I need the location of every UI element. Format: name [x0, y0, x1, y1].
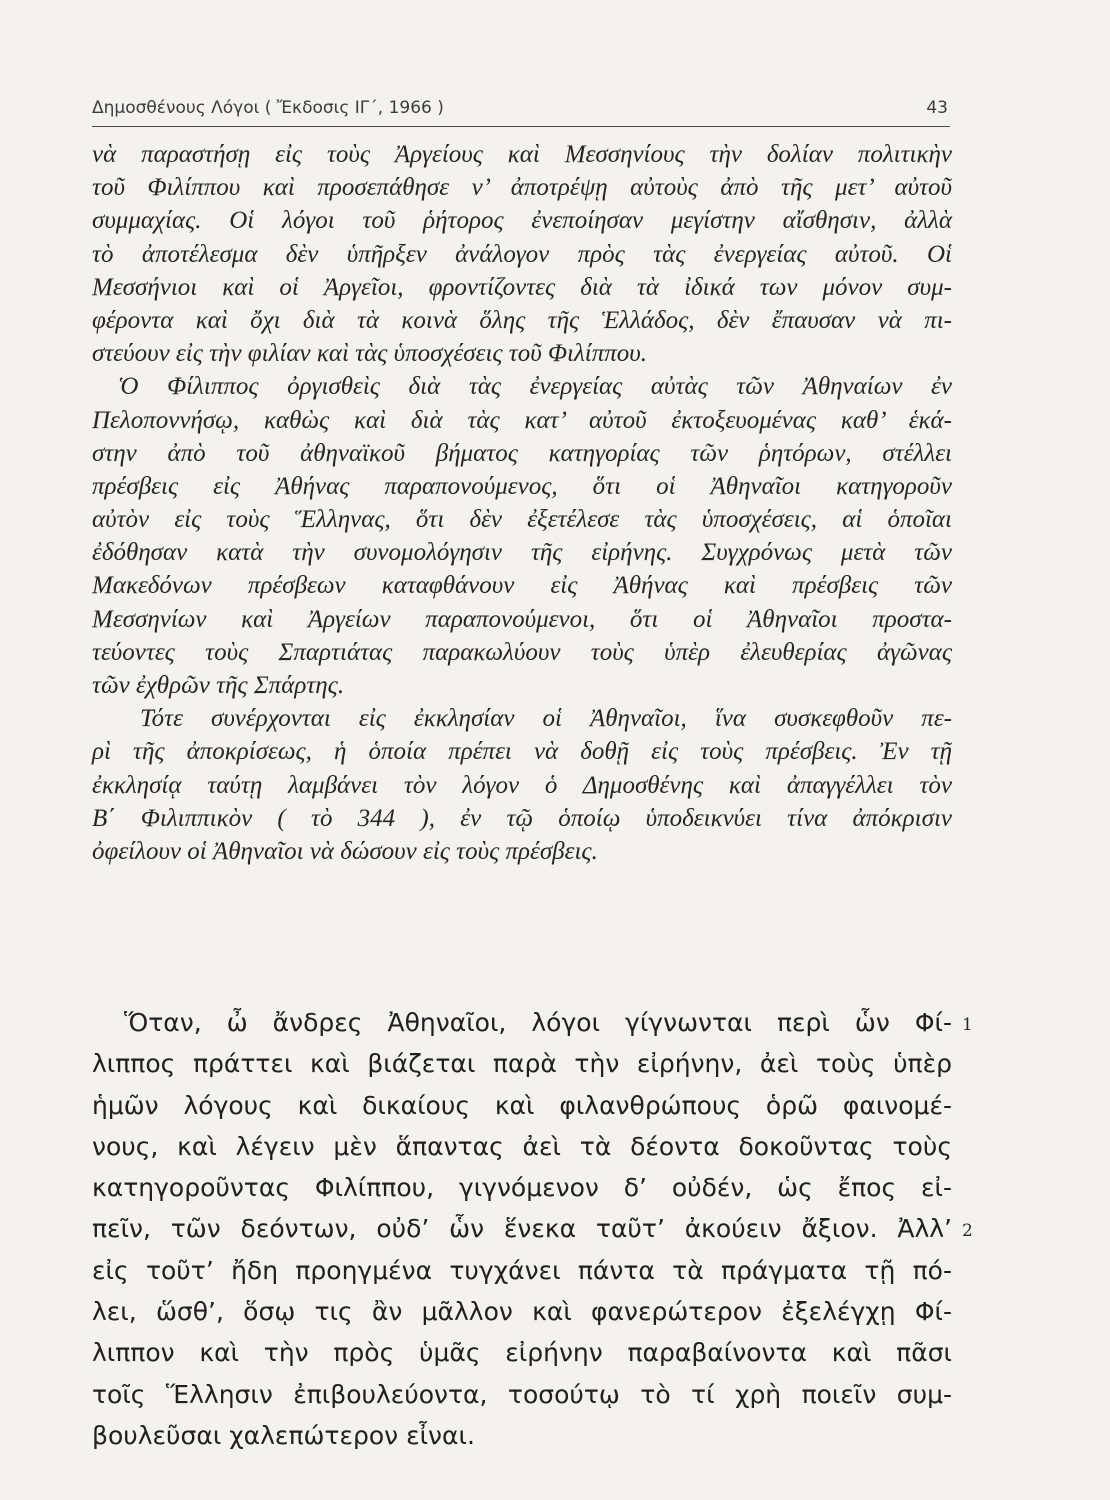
speech-line — [92, 1002, 973, 1043]
intro-line: πρέσβεις εἰς Ἀθήνας παραπονούμενος, ὅτι οἱ Ἀθηναῖοι κατηγοροῦν — [92, 472, 952, 500]
section-number: 2 — [962, 1221, 973, 1242]
intro-line: τεύοντες τοὺς Σπαρτιάτας παρακωλύουν τοὺς ὑπὲρ ἐλευθερίας ἀγῶνας — [92, 638, 952, 666]
speech-line: τοῖς Ἕλλησιν ἐπιβουλεύοντα, τοσούτῳ τὸ τί χρὴ ποιεῖν συμ- — [92, 1379, 952, 1409]
speech-line — [92, 1208, 973, 1249]
header-rule — [92, 126, 950, 127]
speech-line: ἡμῶν λόγους καὶ δικαίους καὶ φιλανθρώπους ὁρῶ φαινομέ- — [92, 1090, 952, 1120]
intro-line: φέροντα καὶ ὄχι διὰ τὰ κοινὰ ὅλης τῆς Ἑλλάδος, δὲν ἔπαυσαν νὰ πι- — [92, 306, 952, 334]
intro-line: Β΄ Φιλιππικὸν ( τὸ 344 ), ἐν τῷ ὁποίῳ ὑποδεικνύει τίνα ἀπόκρισιν — [92, 804, 952, 832]
speech-line: κατηγοροῦντας Φιλίππου, γιγνόμενον δ’ οὐδέν, ὡς ἔπος εἰ- — [92, 1173, 952, 1203]
intro-line: αὐτὸν εἰς τοὺς Ἕλληνας, ὅτι δὲν ἐξετέλεσε τὰς ὑποσχέσεις, αἱ ὁποῖαι — [92, 506, 952, 534]
intro-line: ἐκκλησίᾳ ταύτῃ λαμβάνει τὸν λόγον ὁ Δημοσθένης καὶ ἀπαγγέλλει τὸν — [92, 771, 952, 799]
section-number: 1 — [962, 1015, 973, 1035]
speech-text — [92, 1002, 973, 1456]
intro-line: Πελοποννήσῳ, καθὼς καὶ διὰ τὰς κατ’ αὐτοῦ ἐκτοξευομένας καθ’ ἑκά- — [92, 406, 952, 434]
intro-line: τοῦ Φιλίππου καὶ προσεπάθησε ν’ ἀποτρέψῃ αὐτοὺς ἀπὸ τῆς μετ’ αὐτοῦ — [92, 174, 952, 202]
speech-line-text: πεῖν, τῶν δεόντων, οὐδ’ ὧν ἕνεκα ταῦτ’ ἀκούειν ἄξιον. Ἀλλ’ — [92, 1214, 952, 1244]
intro-line: στην ἀπὸ τοῦ ἀθηναϊκοῦ βήματος κατηγορίας τῶν ῥητόρων, στέλλει — [92, 439, 952, 467]
speech-line: λει, ὥσθ’, ὅσῳ τις ἂν μᾶλλον καὶ φανερώτερον ἐξελέγχῃ Φί- — [92, 1297, 952, 1327]
intro-line: συμμαχίας. Οἱ λόγοι τοῦ ῥήτορος ἐνεποίησαν μεγίστην αἴσθησιν, ἀλλὰ — [92, 207, 952, 235]
intro-line: τὸ ἀποτέλεσμα δὲν ὑπῆρξεν ἀνάλογον πρὸς τὰς ἐνεργείας αὐτοῦ. Οἱ — [92, 240, 952, 268]
introduction-text — [92, 138, 952, 868]
speech-line: λιππον καὶ τὴν πρὸς ὑμᾶς εἰρήνην παραβαίνοντα καὶ πᾶσι — [92, 1338, 952, 1368]
intro-line: ὀφείλουν οἱ Ἀθηναῖοι νὰ δώσουν εἰς τοὺς πρέσβεις. — [92, 837, 598, 865]
intro-line: ἐδόθησαν κατὰ τὴν συνομολόγησιν τῆς εἰρήνης. Συγχρόνως μετὰ τῶν — [92, 539, 952, 567]
intro-line: Μεσσήνιοι καὶ οἱ Ἀργεῖοι, φροντίζοντες διὰ τὰ ἰδικά των μόνον συμ- — [92, 273, 952, 301]
intro-line: τῶν ἐχθρῶν τῆς Σπάρτης. — [92, 672, 345, 699]
page-number: 43 — [926, 98, 948, 118]
speech-line: βουλεῦσαι χαλεπώτερον εἶναι. — [92, 1420, 475, 1450]
intro-line: Μακεδόνων πρέσβεων καταφθάνουν εἰς Ἀθήνας καὶ πρέσβεις τῶν — [92, 572, 952, 600]
intro-line: νὰ παραστήσῃ εἰς τοὺς Ἀργείους καὶ Μεσσηνίους τὴν δολίαν πολιτικὴν — [92, 141, 952, 168]
speech-line: λιππος πράττει καὶ βιάζεται παρὰ τὴν εἰρήνην, ἀεὶ τοὺς ὑπὲρ — [92, 1049, 952, 1079]
speech-line: νους, καὶ λέγειν μὲν ἅπαντας ἀεὶ τὰ δέοντα δοκοῦντας τοὺς — [92, 1131, 952, 1161]
intro-line: Τότε συνέρχονται εἰς ἐκκλησίαν οἱ Ἀθηναῖοι, ἵνα συσκεφθοῦν πε- — [140, 705, 952, 733]
running-head-title: Δημοσθένους Λόγοι ( Ἔκδοσις ΙΓ΄, 1966 ) — [92, 98, 444, 118]
speech-line-text: Ὅταν, ὦ ἄνδρες Ἀθηναῖοι, λόγοι γίγνωνται περὶ ὧν Φί- — [124, 1008, 952, 1037]
speech-line: εἰς τοῦτ’ ἤδη προηγμένα τυγχάνει πάντα τὰ πράγματα τῇ πό- — [92, 1255, 952, 1285]
intro-line: στεύουν εἰς τὴν φιλίαν καὶ τὰς ὑποσχέσεις τοῦ Φιλίππου. — [92, 340, 648, 368]
intro-line: Μεσσηνίων καὶ Ἀργείων παραπονούμενοι, ὅτι οἱ Ἀθηναῖοι προστα- — [92, 605, 952, 633]
intro-line: Ὁ Φίλιππος ὀργισθεὶς διὰ τὰς ἐνεργείας αὐτὰς τῶν Ἀθηναίων ἐν — [118, 373, 952, 401]
intro-line: ρὶ τῆς ἀποκρίσεως, ἡ ὁποία πρέπει νὰ δοθῇ εἰς τοὺς πρέσβεις. Ἐν τῇ — [92, 738, 952, 766]
